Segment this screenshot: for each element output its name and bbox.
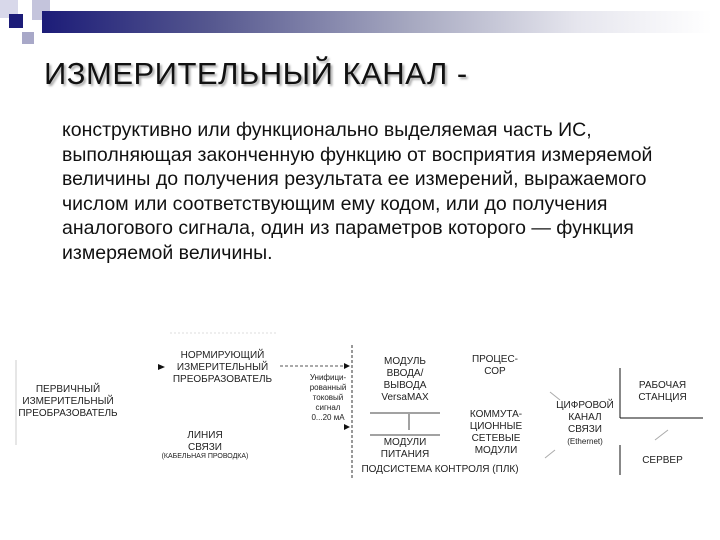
cable-note: (КАБЕЛЬНАЯ ПРОВОДКА)	[161, 453, 249, 460]
slide-title: ИЗМЕРИТЕЛЬНЫЙ КАНАЛ -	[44, 56, 468, 91]
current-signal-label: Унифици-рованный токовый сигнал 0...20 мА	[309, 373, 347, 422]
network-modules-label: КОММУТА-ЦИОННЫЕ СЕТЕВЫЕ МОДУЛИ	[469, 409, 523, 456]
normalizing-transducer-label: НОРМИРУЮЩИЙ ИЗМЕРИТЕЛЬНЫЙ ПРЕОБРАЗОВАТЕЛЬ	[172, 350, 273, 385]
server-label: СЕРВЕР	[642, 455, 683, 466]
plc-subsystem-label: ПОДСИСТЕМА КОНТРОЛЯ (ПЛК)	[361, 464, 519, 475]
power-modules-label: МОДУЛИ ПИТАНИЯ	[380, 437, 430, 460]
primary-transducer-label: ПЕРВИЧНЫЙ ИЗМЕРИТЕЛЬНЫЙ ПРЕОБРАЗОВАТЕЛЬ	[18, 384, 118, 419]
comm-line-label: ЛИНИЯ СВЯЗИ	[187, 430, 223, 453]
processor-label: ПРОЦЕС-СОР	[471, 354, 519, 377]
ethernet-label: (Ethernet)	[567, 437, 603, 446]
digital-channel-label: ЦИФРОВОЙ КАНАЛ СВЯЗИ	[556, 400, 614, 435]
workstation-label: РАБОЧАЯ СТАНЦИЯ	[638, 380, 687, 403]
io-module-label: МОДУЛЬ ВВОДА/ ВЫВОДА VersaMAX	[381, 356, 429, 403]
definition-text: конструктивно или функционально выделяемая часть ИС, выполняющая законченную функцию от восприятия измеряемой величины до получения результата ее измерений, выражаемого числом или соответствующим ему кодом, или до получения аналогового сигнала, один из параметров которого — функция измеряемой величины.	[62, 119, 653, 264]
